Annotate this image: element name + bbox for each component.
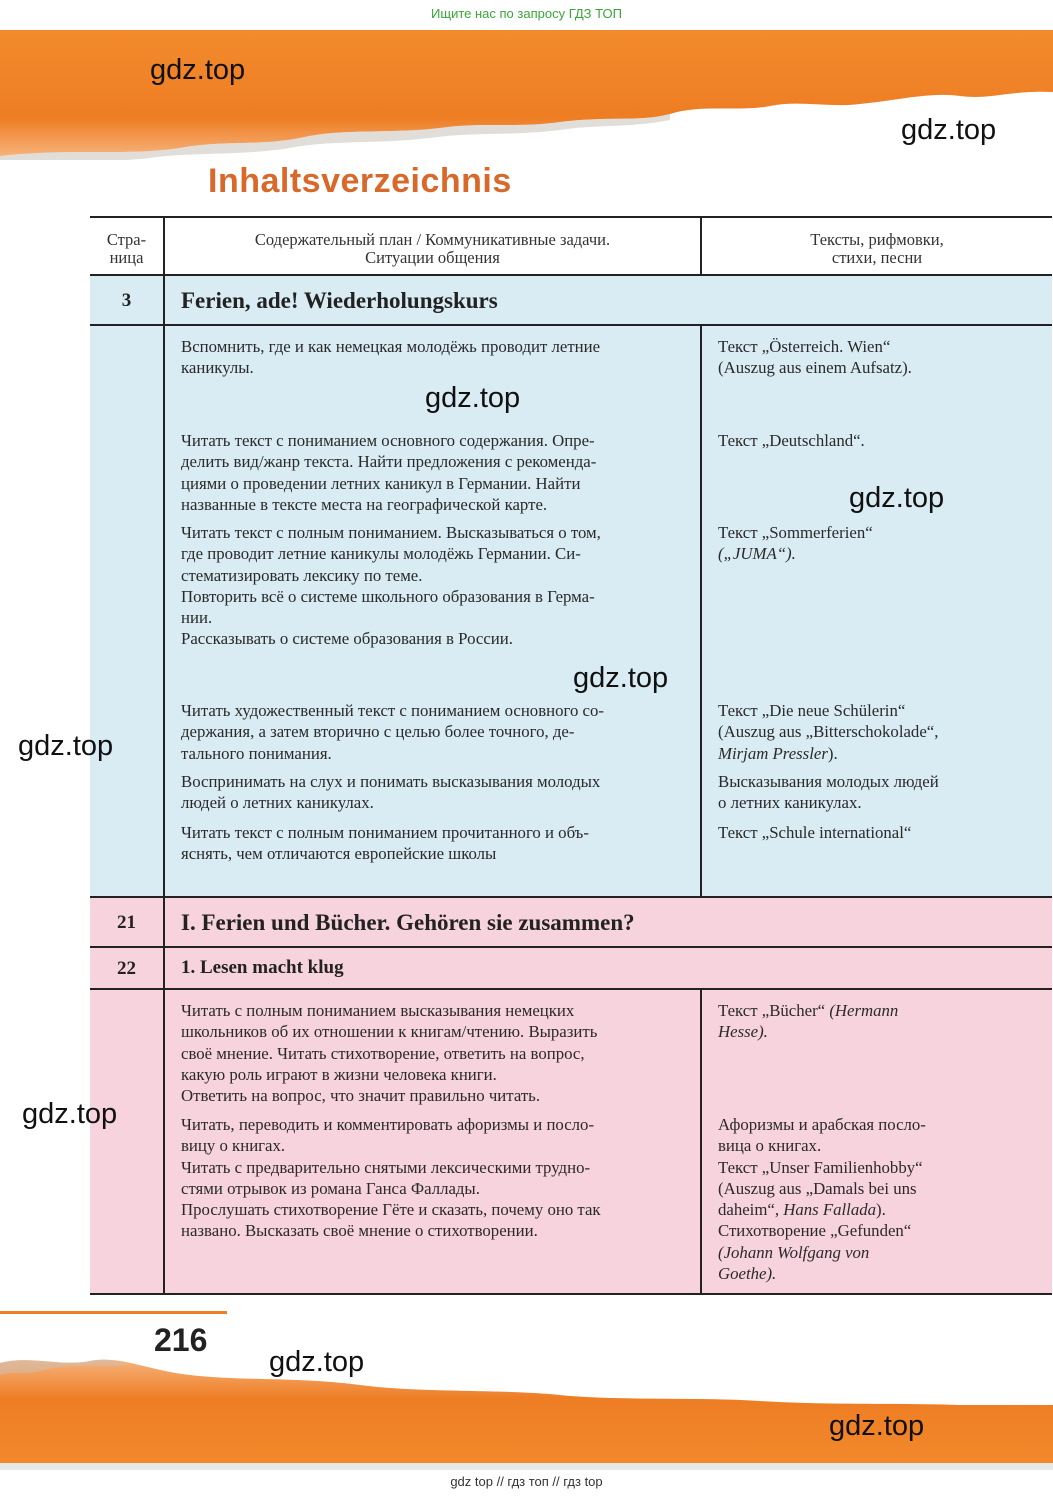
- watermark: gdz.top: [18, 730, 114, 762]
- content-page-cell: [90, 990, 165, 1295]
- top-orange-banner: [0, 30, 1053, 160]
- table-header-row: [90, 216, 1052, 276]
- section-title: Ferien, ade! Wiederholungskurs: [165, 276, 1052, 326]
- section-page-number: 22: [90, 948, 165, 990]
- plan-item: Читать текст с полным пониманием прочитанного и объ- яснять, чем отличаются европейские школы: [181, 823, 589, 864]
- section-title: 1. Lesen macht klug: [165, 948, 1052, 990]
- page-number: 216: [154, 1322, 208, 1358]
- bottom-footer-note: gdz top // гдз топ // гдз top: [450, 1474, 603, 1489]
- section-row-ferien-und-buecher: [90, 898, 1052, 948]
- section-page-number: 3: [90, 276, 165, 326]
- plan-item: Читать текст с полным пониманием. Высказываться о том, где проводит летние каникулы молодёжь Германии. Си- стематизировать лексику по теме. Повторить всё о системе школьного образования в Герма- нии. Рассказывать о системе образования в России.: [181, 523, 601, 649]
- plan-item: Читать текст с пониманием основного содержания. Опре- делить вид/жанр текста. Найти предложения с рекоменда- циями о проведении летних каникул в Германии. Найти названные в тексте места на географической карте.: [181, 431, 597, 514]
- section-row-lesen-macht-klug: [90, 948, 1052, 990]
- plan-item: Читать, переводить и комментировать афоризмы и посло- вицу о книгах. Читать с предварительно снятыми лексическими трудно- стями отрывок из романа Ганса Фаллады. Прослушать стихотворение Гёте и сказать, почему оно так названо. Высказать своё мнение о стихотворении.: [181, 1115, 601, 1241]
- watermark: gdz.top: [573, 662, 669, 694]
- text-item: Текст „Bücher“ (Hermann Hesse).: [718, 1001, 899, 1042]
- contents-table: [90, 216, 1052, 1295]
- section-content-lesen-macht-klug: [90, 990, 1052, 1295]
- section-title: I. Ferien und Bücher. Gehören sie zusammen?: [165, 898, 1052, 948]
- header-texts: Тексты, рифмовки, стихи, песни: [810, 230, 944, 267]
- text-item: Высказывания молодых людей о летних каникулах.: [718, 772, 939, 813]
- text-item: Текст „Schule international“: [718, 823, 912, 842]
- texts-cell: [702, 990, 1052, 1295]
- text-item: Текст „Die neue Schülerin“ (Auszug aus „Bitterschokolade“, Mirjam Pressler).: [718, 701, 939, 763]
- page-title: Inhaltsverzeichnis: [208, 162, 512, 200]
- watermark: gdz.top: [22, 1098, 118, 1130]
- watermark: gdz.top: [829, 1410, 925, 1442]
- watermark: gdz.top: [150, 54, 246, 86]
- header-page: Стра- ница: [90, 218, 165, 274]
- plan-item: Вспомнить, где и как немецкая молодёжь проводит летние каникулы.: [181, 337, 601, 378]
- text-item: Афоризмы и арабская посло- вица о книгах. Текст „Unser Familienhobby“ (Auszug aus „Damals bei uns daheim“, Hans Fallada). Стихотворение „Gefunden“ (Johann Wolfgang von Goethe).: [718, 1115, 926, 1284]
- text-item: Текст „Deutschland“.: [718, 431, 865, 450]
- watermark: gdz.top: [849, 482, 945, 514]
- text-item: Текст „Österreich. Wien“ (Auszug aus einem Aufsatz).: [718, 337, 912, 378]
- watermark: gdz.top: [425, 382, 521, 414]
- plan-cell: [165, 990, 702, 1295]
- plan-item: Воспринимать на слух и понимать высказывания молодых людей о летних каникулах.: [181, 772, 601, 813]
- watermark: gdz.top: [901, 114, 997, 146]
- plan-item: Читать художественный текст с пониманием основного со- держания, а затем вторично с целью более точного, де- тального понимания.: [181, 701, 604, 763]
- section-row-ferien-ade: [90, 276, 1052, 326]
- watermark: gdz.top: [269, 1346, 365, 1378]
- texts-cell: [702, 326, 1052, 896]
- section-content-ferien-ade: [90, 326, 1052, 898]
- text-item: Текст „Sommerferien“ („JUMA“).: [718, 523, 873, 564]
- table-bottom-border: [90, 1293, 1052, 1295]
- header-plan: Содержательный план / Коммуникативные задачи. Ситуации общения: [165, 218, 702, 274]
- plan-item: Читать с полным пониманием высказывания немецких школьников об их отношении к книгам/чтению. Выразить своё мнение. Читать стихотворение, ответить на вопрос, какую роль играют в жизни человека книги. Ответить на вопрос, что значит правильно читать.: [181, 1001, 598, 1106]
- section-page-number: 21: [90, 898, 165, 948]
- content-page-cell: [90, 326, 165, 896]
- top-search-note: Ищите нас по запросу ГДЗ ТОП: [431, 6, 622, 21]
